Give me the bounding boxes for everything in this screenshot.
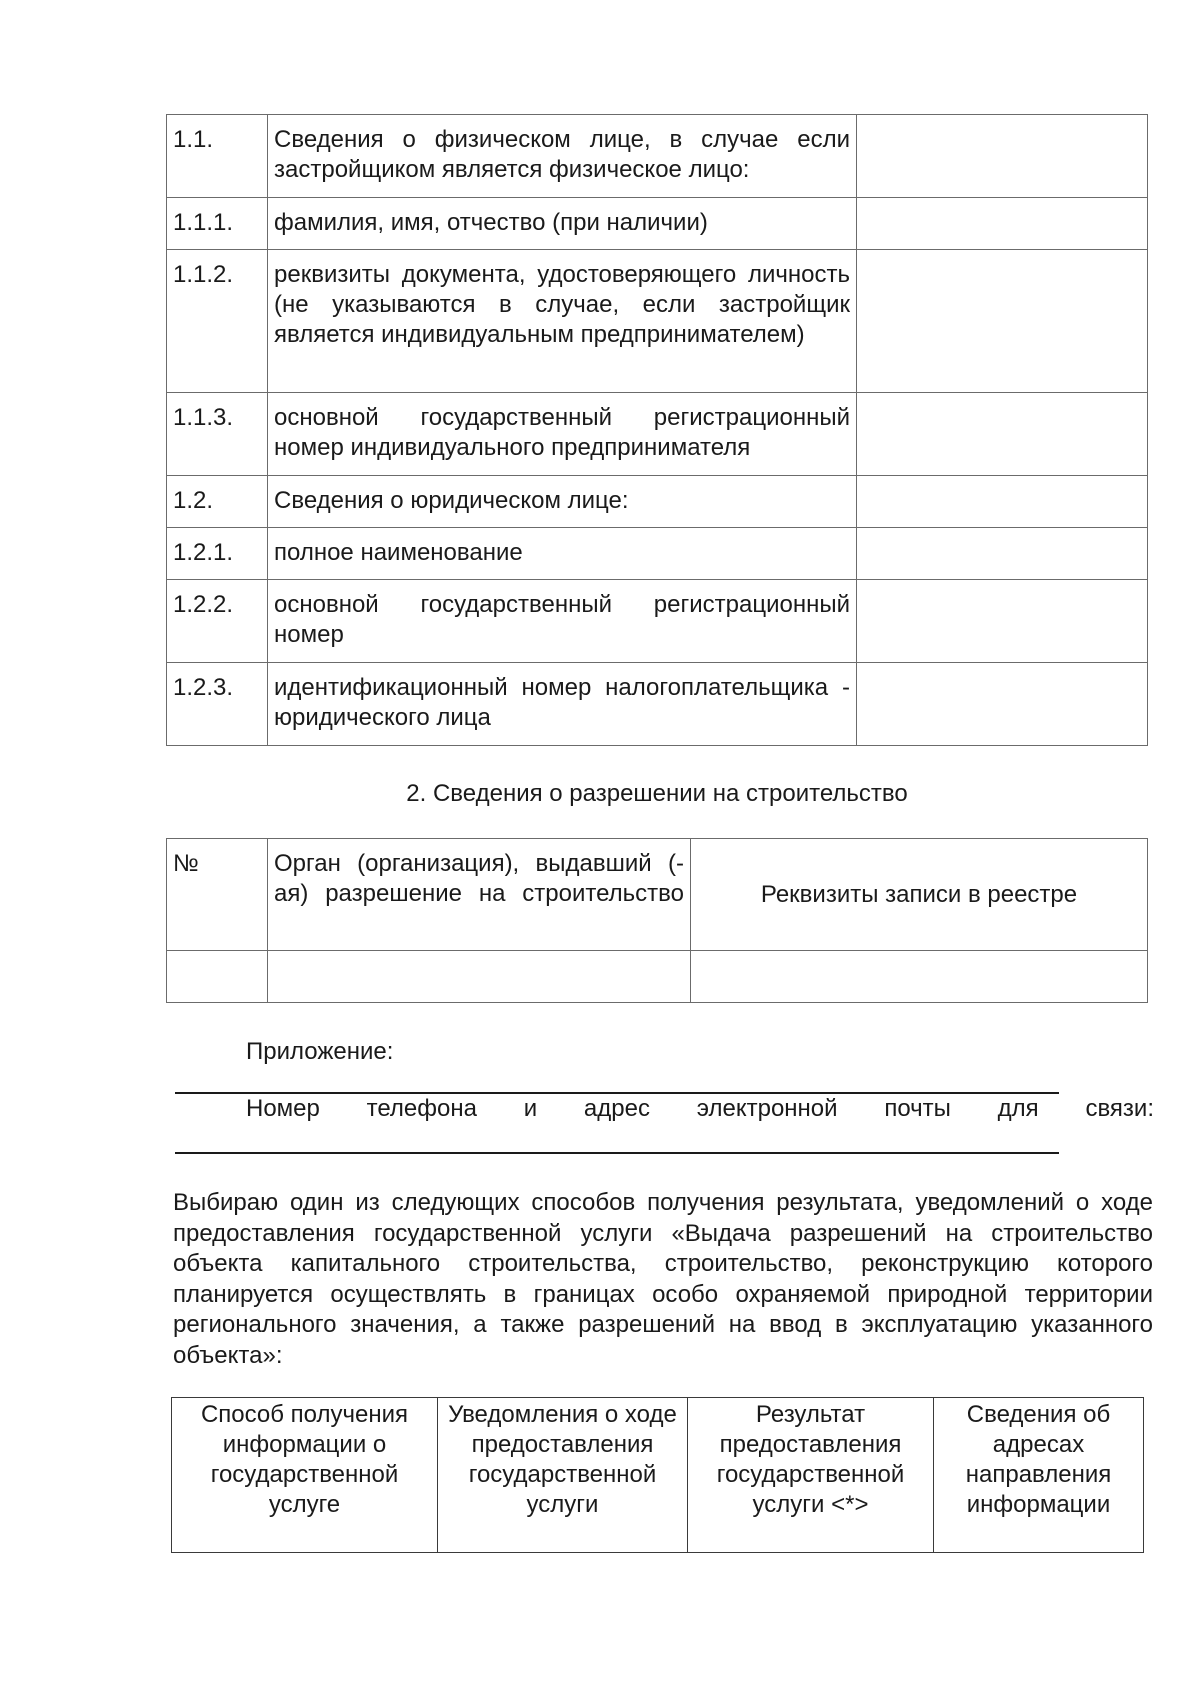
row-number: 1.2.3. (167, 663, 268, 746)
row-label: идентификационный номер налогоплательщика - юридического лица (268, 663, 857, 746)
delivery-methods-table (171, 1397, 1144, 1553)
row-value-cell[interactable] (857, 476, 1148, 528)
row-number: 1.2. (167, 476, 268, 528)
section-2-title: 2. Сведения о разрешении на строительство (406, 780, 908, 807)
header-registry-details: Реквизиты записи в реестре (691, 839, 1148, 951)
row-number: 1.1.1. (167, 198, 268, 250)
row-label: реквизиты документа, удостоверяющего личность (не указываются в случае, если застройщик является индивидуальным предпринимателем) (268, 250, 857, 393)
table-row (167, 250, 1148, 393)
header-result: Результат предоставления государственной услуги <*> (688, 1398, 934, 1553)
header-issuing-body: Орган (организация), выдавший (-ая) разрешение на строительство (268, 839, 691, 951)
row-number: 1.1.3. (167, 393, 268, 476)
contact-fill-line[interactable] (175, 1152, 1059, 1154)
row-label: основной государственный регистрационный номер (268, 580, 857, 663)
permit-number-cell[interactable] (167, 951, 268, 1003)
row-number: 1.2.1. (167, 528, 268, 580)
row-value-cell[interactable] (857, 198, 1148, 250)
row-value-cell[interactable] (857, 250, 1148, 393)
table-header-row (172, 1398, 1144, 1553)
header-method: Способ получения информации о государственной услуге (172, 1398, 438, 1553)
row-value-cell[interactable] (857, 115, 1148, 198)
row-value-cell[interactable] (857, 580, 1148, 663)
table-header-row (167, 839, 1148, 951)
header-number: № (167, 839, 268, 951)
row-value-cell[interactable] (857, 528, 1148, 580)
permit-issuer-cell[interactable] (268, 951, 691, 1003)
table-row (167, 663, 1148, 746)
row-label: Сведения о юридическом лице: (268, 476, 857, 528)
header-addresses: Сведения об адресах направления информации (934, 1398, 1144, 1553)
delivery-method-paragraph: Выбираю один из следующих способов получения результата, уведомлений о ходе предоставления государственной услуги «Выдача разрешений на строительство объекта капитального строительства, строительство, реконструкцию которого планируется осуществлять в границах особо охраняемой природной территории регионального значения, а также разрешений на ввод в эксплуатацию указанного объекта»: (173, 1189, 1153, 1369)
table-row (167, 528, 1148, 580)
appendix-label: Приложение: (246, 1038, 394, 1065)
table-row (167, 580, 1148, 663)
row-label: основной государственный регистрационный номер индивидуального предпринимателя (268, 393, 857, 476)
table-row (167, 951, 1148, 1003)
row-label: полное наименование (268, 528, 857, 580)
row-number: 1.1. (167, 115, 268, 198)
table-row (167, 393, 1148, 476)
permit-registry-cell[interactable] (691, 951, 1148, 1003)
row-value-cell[interactable] (857, 393, 1148, 476)
header-notifications: Уведомления о ходе предоставления государственной услуги (438, 1398, 688, 1553)
contact-label: Номер телефона и адрес электронной почты для связи: (246, 1095, 1154, 1122)
row-number: 1.1.2. (167, 250, 268, 393)
applicant-info-table (166, 114, 1148, 746)
permit-info-table (166, 838, 1148, 1003)
table-row (167, 476, 1148, 528)
row-number: 1.2.2. (167, 580, 268, 663)
row-value-cell[interactable] (857, 663, 1148, 746)
table-row (167, 198, 1148, 250)
row-label: Сведения о физическом лице, в случае если застройщиком является физическое лицо: (268, 115, 857, 198)
table-row (167, 115, 1148, 198)
row-label: фамилия, имя, отчество (при наличии) (268, 198, 857, 250)
